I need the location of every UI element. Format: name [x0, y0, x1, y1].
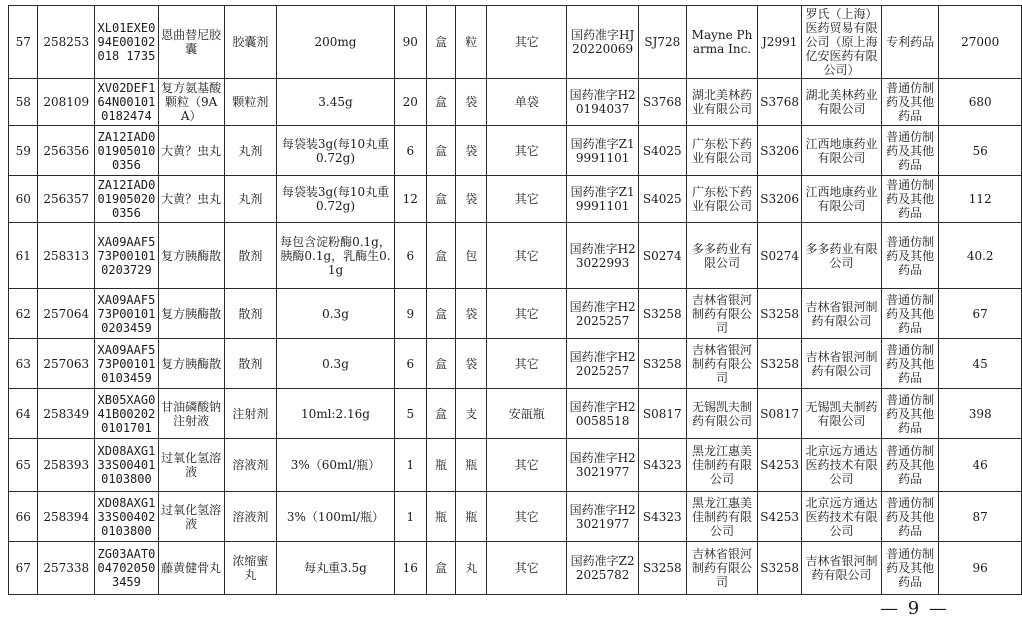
cell-c1: S3258	[638, 542, 686, 595]
table-row	[9, 79, 1022, 126]
cell-spec: 3.45g	[277, 79, 394, 126]
cell-c2: S3768	[758, 79, 802, 126]
cell-code: XV02DEF164N001010182474	[95, 79, 159, 126]
table-body	[9, 6, 1022, 595]
cell-unit1: 盒	[426, 542, 455, 595]
cell-approval: 国药准字H22025257	[567, 339, 639, 389]
cell-no: 59	[9, 126, 38, 176]
cell-qty: 16	[394, 542, 426, 595]
table-row	[9, 126, 1022, 176]
cell-price: 45	[939, 339, 1022, 389]
cell-qty: 20	[394, 79, 426, 126]
cell-holder: 吉林省银河制药有限公司	[802, 289, 882, 339]
cell-pack: 单袋	[487, 79, 567, 126]
cell-maker: 吉林省银河制药有限公司	[686, 542, 758, 595]
cell-id: 258394	[38, 492, 95, 542]
cell-holder: 湖北美林药业有限公司	[802, 79, 882, 126]
cell-price: 680	[939, 79, 1022, 126]
cell-spec: 3%（100ml/瓶）	[277, 492, 394, 542]
cell-unit1: 盒	[426, 289, 455, 339]
cell-form: 散剂	[224, 289, 277, 339]
cell-pack: 其它	[487, 542, 567, 595]
table-row	[9, 289, 1022, 339]
table-row	[9, 339, 1022, 389]
cell-form: 散剂	[224, 339, 277, 389]
cell-code: XD08AXG133S004010103800	[95, 439, 159, 492]
cell-id: 258349	[38, 389, 95, 439]
cell-code: XA09AAF573P001010203729	[95, 223, 159, 289]
cell-approval: 国药准字H23022993	[567, 223, 639, 289]
cell-c1: SJ728	[638, 6, 686, 79]
cell-name: 复方胰酶散	[158, 289, 224, 339]
cell-c1: S4323	[638, 439, 686, 492]
cell-spec: 0.3g	[277, 339, 394, 389]
cell-price: 56	[939, 126, 1022, 176]
page-number: — 9 —	[880, 598, 949, 619]
table-row	[9, 6, 1022, 79]
cell-code: XA09AAF573P001010103459	[95, 339, 159, 389]
cell-cat: 普通仿制药及其他药品	[881, 126, 938, 176]
cell-id: 257064	[38, 289, 95, 339]
cell-c2: S0274	[758, 223, 802, 289]
cell-pack: 其它	[487, 492, 567, 542]
cell-id: 258253	[38, 6, 95, 79]
cell-c1: S4025	[638, 176, 686, 223]
cell-holder: 北京远方通达医药技术有限公司	[802, 439, 882, 492]
cell-maker: 多多药业有限公司	[686, 223, 758, 289]
cell-name: 复方胰酶散	[158, 339, 224, 389]
cell-code: XA09AAF573P001010203459	[95, 289, 159, 339]
cell-form: 散剂	[224, 223, 277, 289]
cell-qty: 12	[394, 176, 426, 223]
cell-holder: 吉林省银河制药有限公司	[802, 542, 882, 595]
cell-code: ZG03AAT0047020503459	[95, 542, 159, 595]
cell-c2: S3206	[758, 176, 802, 223]
table-row	[9, 176, 1022, 223]
cell-pack: 其它	[487, 223, 567, 289]
cell-unit2: 支	[456, 389, 487, 439]
table-row	[9, 542, 1022, 595]
table-row	[9, 223, 1022, 289]
cell-pack: 其它	[487, 439, 567, 492]
cell-unit2: 瓶	[456, 492, 487, 542]
cell-pack: 其它	[487, 289, 567, 339]
cell-unit2: 包	[456, 223, 487, 289]
cell-qty: 90	[394, 6, 426, 79]
cell-c2: S3258	[758, 542, 802, 595]
cell-pack: 安瓿瓶	[487, 389, 567, 439]
cell-unit2: 袋	[456, 176, 487, 223]
cell-name: 藤黄健骨丸	[158, 542, 224, 595]
cell-maker: 广东松下药业有限公司	[686, 176, 758, 223]
cell-name: 甘油磷酸钠注射液	[158, 389, 224, 439]
cell-maker: 吉林省银河制药有限公司	[686, 289, 758, 339]
cell-approval: 国药准字H23021977	[567, 492, 639, 542]
cell-maker: 黑龙江惠美佳制药有限公司	[686, 492, 758, 542]
cell-approval: 国药准字H23021977	[567, 439, 639, 492]
cell-c1: S4025	[638, 126, 686, 176]
cell-maker: 无锡凯夫制药有限公司	[686, 389, 758, 439]
cell-cat: 普通仿制药及其他药品	[881, 176, 938, 223]
cell-no: 66	[9, 492, 38, 542]
cell-c2: S3206	[758, 126, 802, 176]
cell-unit1: 盒	[426, 79, 455, 126]
cell-name: 恩曲替尼胶囊	[158, 6, 224, 79]
cell-unit2: 袋	[456, 289, 487, 339]
cell-qty: 6	[394, 339, 426, 389]
cell-form: 溶液剂	[224, 492, 277, 542]
cell-c1: S3258	[638, 289, 686, 339]
cell-cat: 普通仿制药及其他药品	[881, 79, 938, 126]
cell-unit2: 袋	[456, 79, 487, 126]
cell-name: 大黄？虫丸	[158, 126, 224, 176]
cell-unit1: 盒	[426, 176, 455, 223]
cell-form: 浓缩蜜丸	[224, 542, 277, 595]
cell-cat: 专利药品	[881, 6, 938, 79]
cell-qty: 6	[394, 223, 426, 289]
cell-unit2: 粒	[456, 6, 487, 79]
cell-c2: S4253	[758, 492, 802, 542]
cell-approval: 国药准字H22025257	[567, 289, 639, 339]
cell-price: 40.2	[939, 223, 1022, 289]
cell-unit2: 瓶	[456, 439, 487, 492]
cell-cat: 普通仿制药及其他药品	[881, 542, 938, 595]
cell-unit1: 盒	[426, 389, 455, 439]
cell-cat: 普通仿制药及其他药品	[881, 339, 938, 389]
cell-cat: 普通仿制药及其他药品	[881, 223, 938, 289]
cell-cat: 普通仿制药及其他药品	[881, 492, 938, 542]
cell-c2: S4253	[758, 439, 802, 492]
cell-c1: S3768	[638, 79, 686, 126]
cell-code: XL01EXE094E00102018 1735	[95, 6, 159, 79]
cell-spec: 每丸重3.5g	[277, 542, 394, 595]
cell-approval: 国药准字HJ20220069	[567, 6, 639, 79]
cell-unit2: 袋	[456, 339, 487, 389]
cell-maker: 湖北美林药业有限公司	[686, 79, 758, 126]
cell-cat: 普通仿制药及其他药品	[881, 289, 938, 339]
cell-unit1: 盒	[426, 339, 455, 389]
cell-cat: 普通仿制药及其他药品	[881, 389, 938, 439]
cell-spec: 3%（60ml/瓶）	[277, 439, 394, 492]
cell-code: ZA12IAD0019050100356	[95, 126, 159, 176]
cell-holder: 江西地康药业有限公司	[802, 176, 882, 223]
cell-no: 67	[9, 542, 38, 595]
cell-spec: 每包含淀粉酶0.1g，胰酶0.1g，乳酶生0.1g	[277, 223, 394, 289]
cell-cat: 普通仿制药及其他药品	[881, 439, 938, 492]
table-row	[9, 439, 1022, 492]
cell-no: 60	[9, 176, 38, 223]
cell-name: 大黄？虫丸	[158, 176, 224, 223]
cell-price: 67	[939, 289, 1022, 339]
cell-price: 87	[939, 492, 1022, 542]
cell-no: 63	[9, 339, 38, 389]
cell-holder: 吉林省银河制药有限公司	[802, 339, 882, 389]
cell-name: 过氧化氢溶液	[158, 439, 224, 492]
cell-approval: 国药准字H20058518	[567, 389, 639, 439]
cell-c2: S0817	[758, 389, 802, 439]
cell-spec: 每袋装3g(每10丸重0.72g)	[277, 126, 394, 176]
cell-spec: 0.3g	[277, 289, 394, 339]
cell-spec: 10ml:2.16g	[277, 389, 394, 439]
table-row	[9, 492, 1022, 542]
cell-holder: 多多药业有限公司	[802, 223, 882, 289]
cell-id: 258393	[38, 439, 95, 492]
cell-name: 过氧化氢溶液	[158, 492, 224, 542]
cell-no: 65	[9, 439, 38, 492]
cell-no: 61	[9, 223, 38, 289]
cell-no: 57	[9, 6, 38, 79]
cell-pack: 其它	[487, 6, 567, 79]
cell-unit2: 丸	[456, 542, 487, 595]
cell-c1: S0274	[638, 223, 686, 289]
cell-maker: 广东松下药业有限公司	[686, 126, 758, 176]
cell-holder: 无锡凯夫制药有限公司	[802, 389, 882, 439]
cell-unit1: 盒	[426, 223, 455, 289]
cell-unit1: 瓶	[426, 492, 455, 542]
cell-c1: S4323	[638, 492, 686, 542]
cell-unit1: 盒	[426, 6, 455, 79]
cell-no: 62	[9, 289, 38, 339]
cell-no: 64	[9, 389, 38, 439]
cell-pack: 其它	[487, 339, 567, 389]
cell-form: 颗粒剂	[224, 79, 277, 126]
cell-qty: 1	[394, 439, 426, 492]
cell-approval: 国药准字Z22025782	[567, 542, 639, 595]
cell-price: 96	[939, 542, 1022, 595]
cell-no: 58	[9, 79, 38, 126]
cell-id: 257063	[38, 339, 95, 389]
cell-id: 256357	[38, 176, 95, 223]
table-row	[9, 389, 1022, 439]
cell-unit1: 盒	[426, 126, 455, 176]
cell-c2: S3258	[758, 339, 802, 389]
cell-pack: 其它	[487, 176, 567, 223]
cell-price: 27000	[939, 6, 1022, 79]
cell-approval: 国药准字Z19991101	[567, 176, 639, 223]
cell-qty: 5	[394, 389, 426, 439]
cell-form: 丸剂	[224, 176, 277, 223]
cell-c1: S0817	[638, 389, 686, 439]
cell-qty: 6	[394, 126, 426, 176]
cell-c2: J2991	[758, 6, 802, 79]
cell-c1: S3258	[638, 339, 686, 389]
cell-maker: Mayne Pharma Inc.	[686, 6, 758, 79]
cell-spec: 每袋装3g(每10丸重0.72g)	[277, 176, 394, 223]
cell-id: 258313	[38, 223, 95, 289]
cell-form: 丸剂	[224, 126, 277, 176]
cell-unit2: 袋	[456, 126, 487, 176]
cell-code: XD08AXG133S004020103800	[95, 492, 159, 542]
cell-holder: 罗氏（上海）医药贸易有限公司（原上海亿安医药有限公司）	[802, 6, 882, 79]
cell-pack: 其它	[487, 126, 567, 176]
cell-form: 胶囊剂	[224, 6, 277, 79]
drug-price-table	[8, 5, 1022, 595]
cell-price: 46	[939, 439, 1022, 492]
cell-code: ZA12IAD0019050200356	[95, 176, 159, 223]
cell-unit1: 瓶	[426, 439, 455, 492]
cell-holder: 北京远方通达医药技术有限公司	[802, 492, 882, 542]
cell-maker: 吉林省银河制药有限公司	[686, 339, 758, 389]
cell-holder: 江西地康药业有限公司	[802, 126, 882, 176]
cell-price: 112	[939, 176, 1022, 223]
cell-id: 256356	[38, 126, 95, 176]
cell-approval: 国药准字Z19991101	[567, 126, 639, 176]
cell-name: 复方胰酶散	[158, 223, 224, 289]
cell-form: 注射剂	[224, 389, 277, 439]
cell-approval: 国药准字H20194037	[567, 79, 639, 126]
cell-form: 溶液剂	[224, 439, 277, 492]
cell-qty: 1	[394, 492, 426, 542]
cell-name: 复方氨基酸颗粒（9AA）	[158, 79, 224, 126]
cell-spec: 200mg	[277, 6, 394, 79]
cell-price: 398	[939, 389, 1022, 439]
cell-maker: 黑龙江惠美佳制药有限公司	[686, 439, 758, 492]
cell-c2: S3258	[758, 289, 802, 339]
cell-qty: 9	[394, 289, 426, 339]
cell-code: XB05XAG041B002020101701	[95, 389, 159, 439]
cell-id: 208109	[38, 79, 95, 126]
cell-id: 257338	[38, 542, 95, 595]
